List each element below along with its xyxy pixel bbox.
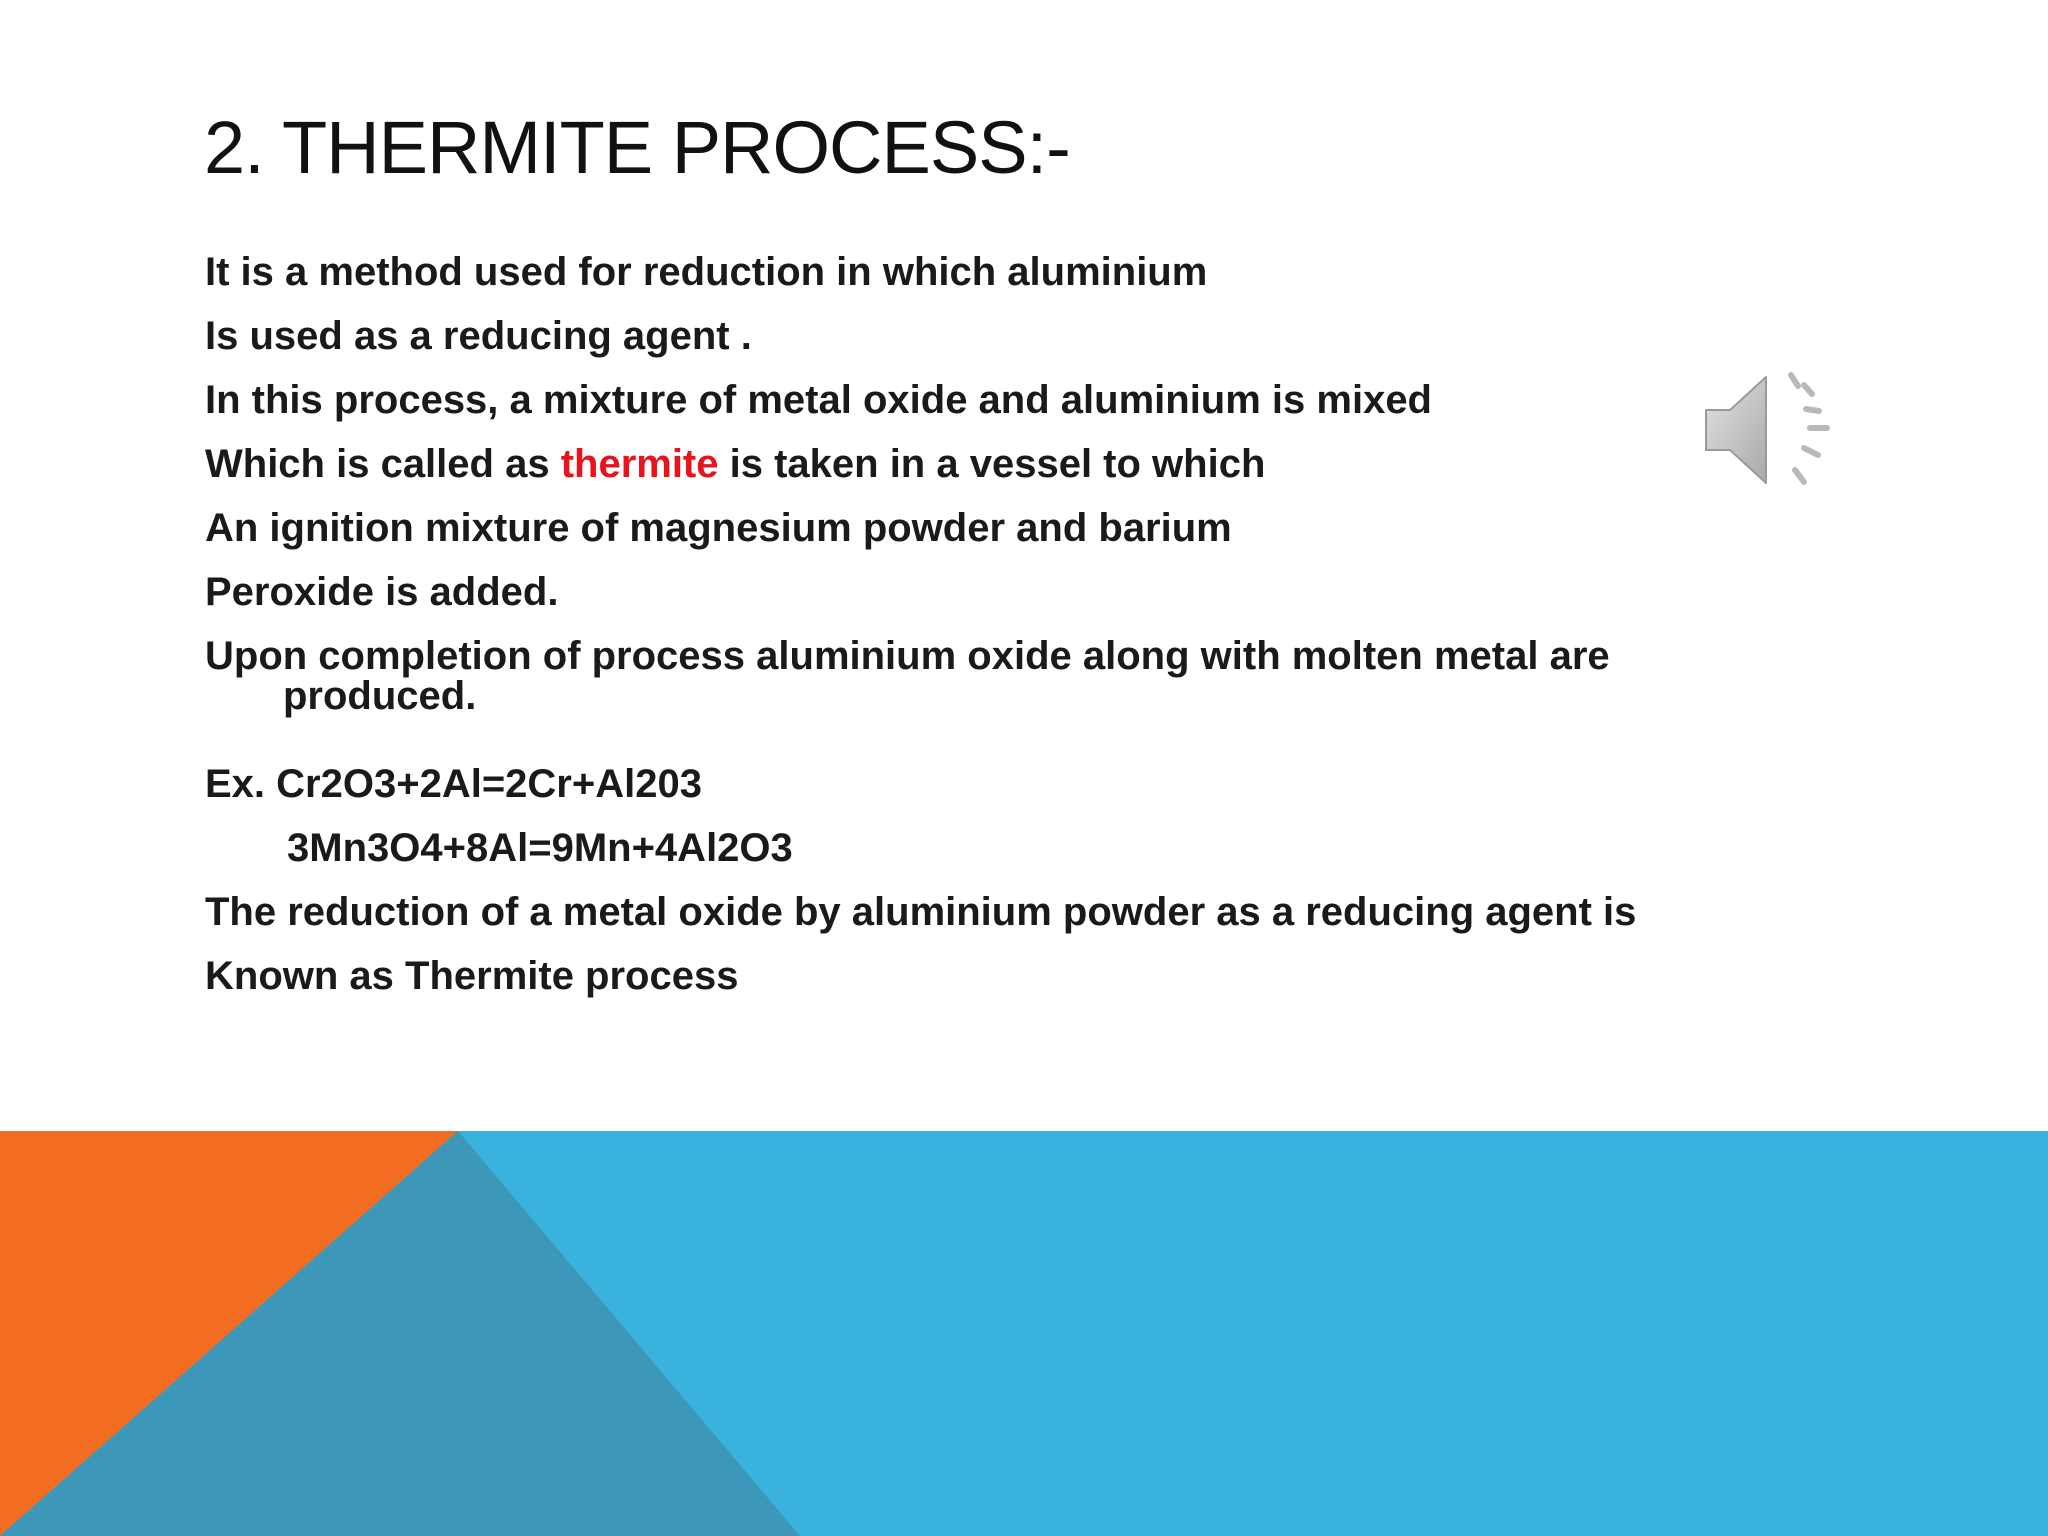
body-text: Which is called as	[205, 442, 561, 486]
body-text: is taken in a vessel to which	[718, 442, 1266, 486]
body-line: Known as Thermite process	[205, 954, 739, 998]
audio-speaker-icon[interactable]	[1700, 365, 1840, 495]
body-text: Upon completion of process aluminium oxide along with molten metal are	[205, 634, 1610, 678]
body-text-continuation: produced.	[283, 674, 477, 718]
footer-decoration	[0, 1131, 2048, 1536]
body-line: It is a method used for reduction in which aluminium	[205, 250, 1208, 294]
slide-title: 2. THERMITE PROCESS:-	[204, 106, 1070, 189]
body-line: Is used as a reducing agent .	[205, 314, 752, 358]
body-line: In this process, a mixture of metal oxide and aluminium is mixed	[205, 378, 1432, 422]
equation-line: 3Mn3O4+8Al=9Mn+4Al2O3	[287, 826, 793, 870]
body-line-wrapped	[205, 636, 1765, 716]
body-line	[205, 440, 1265, 488]
equation-line: Ex. Cr2O3+2Al=2Cr+Al203	[205, 762, 702, 806]
body-line: Peroxide is added.	[205, 570, 559, 614]
body-line: An ignition mixture of magnesium powder and barium	[205, 506, 1232, 550]
body-line: The reduction of a metal oxide by aluminium powder as a reducing agent is	[205, 890, 1637, 934]
highlighted-term: thermite	[560, 442, 719, 486]
